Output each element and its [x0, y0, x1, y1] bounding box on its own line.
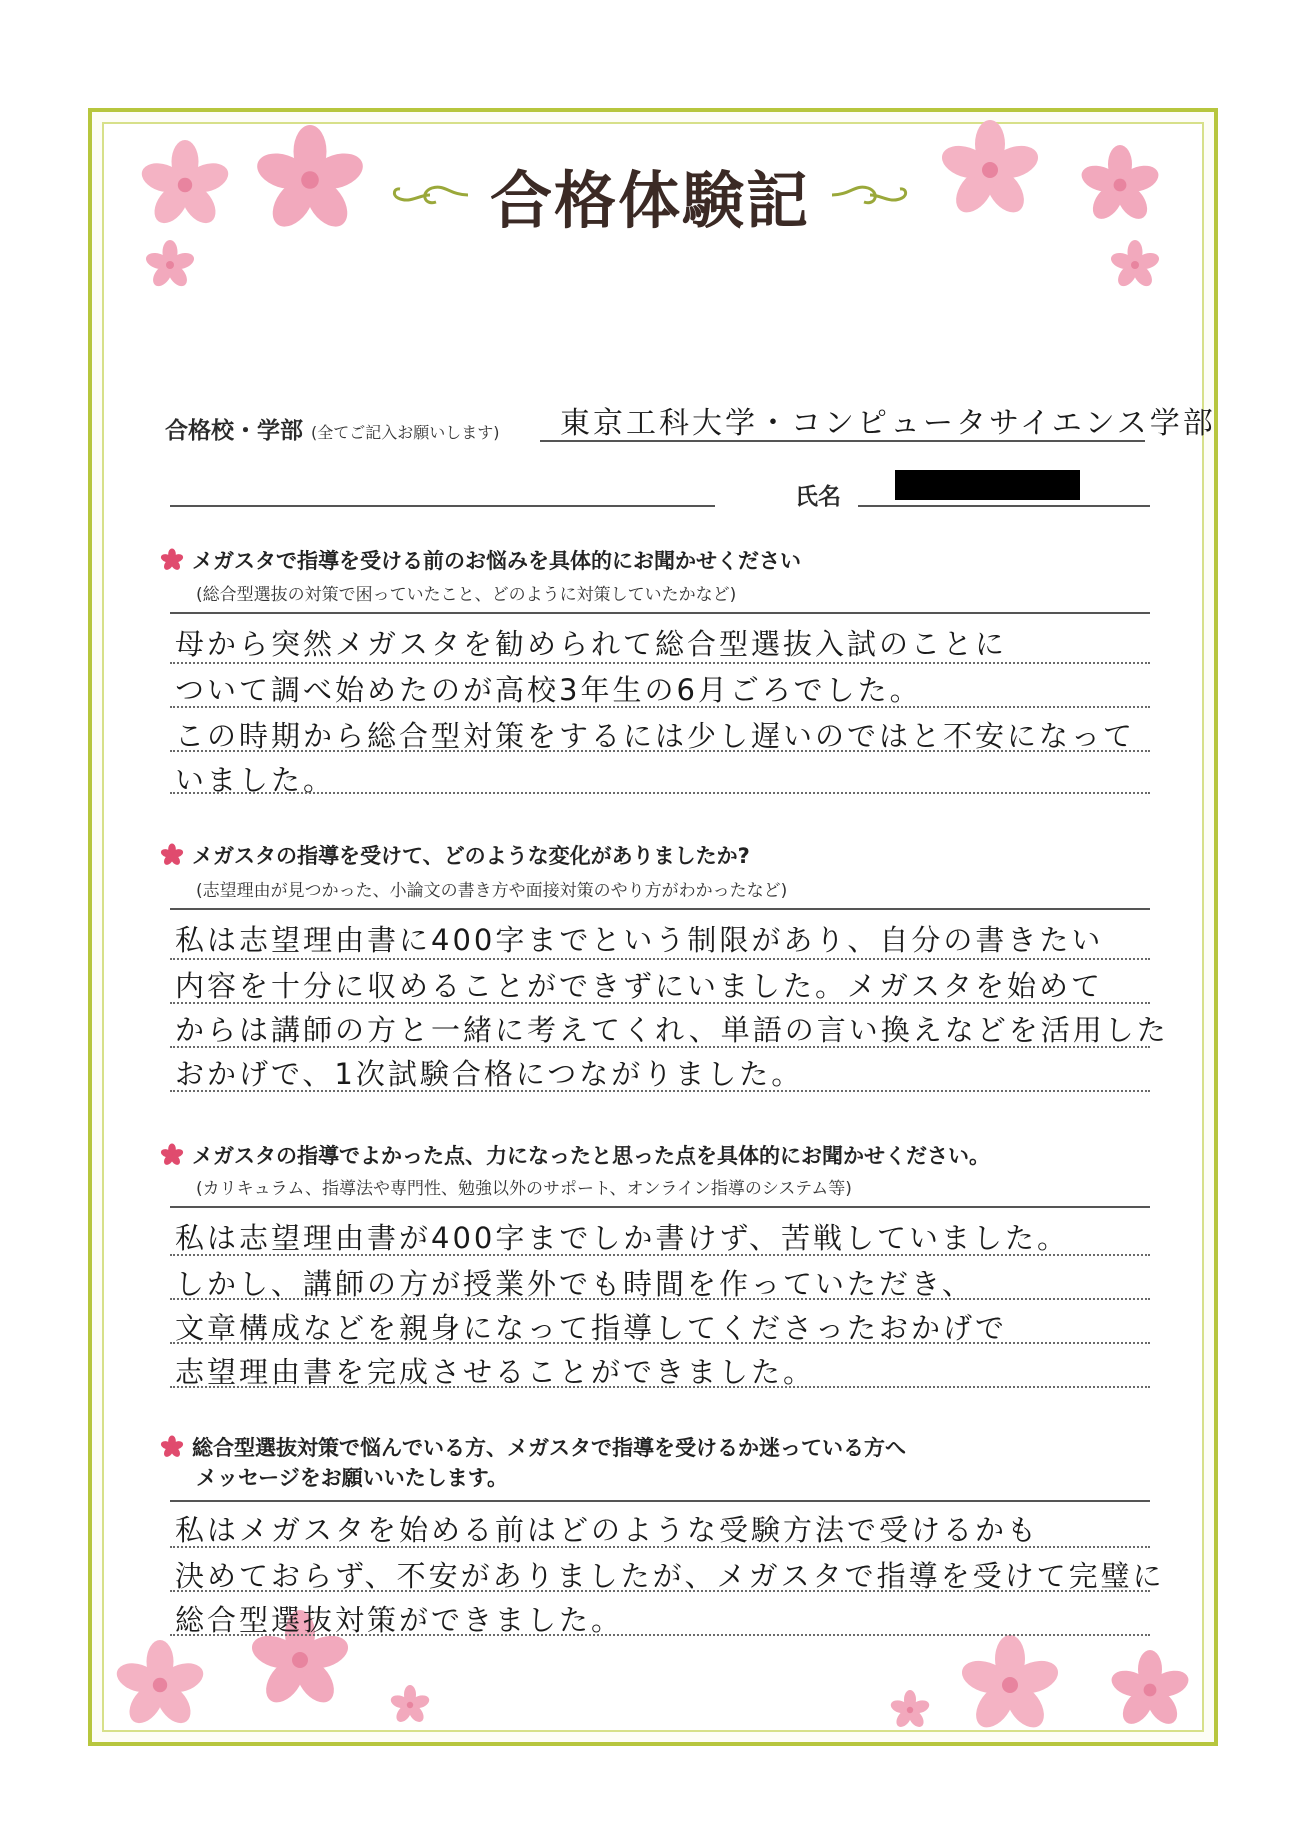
name-label: 氏名: [795, 484, 841, 510]
section-1-question-text: メガスタで指導を受ける前のお悩みを具体的にお聞かせください: [192, 549, 801, 573]
cherry-blossom-icon: [940, 120, 1040, 220]
school-underline: [540, 440, 1145, 442]
cherry-blossom-icon: [115, 1640, 205, 1730]
swirl-ornament-right-icon: [830, 180, 910, 210]
section-3-answer-line: しかし、講師の方が授業外でも時間を作っていただき、: [175, 1267, 974, 1301]
section-2-answer-line: 私は志望理由書に400字までという制限があり、自分の書きたい: [175, 923, 1104, 957]
section-1-answer-line: ついて調べ始めたのが高校3年生の6月ごろでした。: [175, 673, 922, 707]
section-3-question-text: メガスタの指導でよかった点、力になったと思った点を具体的にお聞かせください。: [192, 1144, 990, 1168]
section-1-answer-line: いました。: [175, 763, 336, 797]
section-1-hint: (総合型選抜の対策で困っていたこと、どのように対策していたかなど): [196, 585, 737, 605]
section-4-rule: [170, 1590, 1150, 1592]
section-4-rule: [170, 1546, 1150, 1548]
cherry-blossom-icon: [390, 1685, 430, 1725]
cherry-blossom-icon: [960, 1635, 1060, 1735]
section-1-rule: [170, 706, 1150, 708]
cherry-blossom-icon: [140, 140, 230, 230]
section-3-hint: (カリキュラム、指導法や専門性、勉強以外のサポート、オンライン指導のシステム等): [196, 1179, 852, 1199]
section-3-rule: [170, 1386, 1150, 1388]
cherry-blossom-icon: [1080, 145, 1160, 225]
school-label: 合格校・学部: [165, 418, 303, 444]
section-3-answer-line: 志望理由書を完成させることができました。: [175, 1355, 816, 1389]
section-4-rule: [170, 1634, 1150, 1636]
section-4-answer-line: 私はメガスタを始める前はどのような受験方法で受けるかも: [175, 1513, 1040, 1547]
blank-underline: [170, 505, 715, 507]
section-2-answer-line: おかげで、1次試験合格につながりました。: [175, 1057, 804, 1091]
name-underline: [858, 505, 1150, 507]
section-3-rule: [170, 1254, 1150, 1256]
section-1-rule: [170, 662, 1150, 664]
section-2-rule: [170, 1002, 1150, 1004]
section-3-question: [160, 1140, 990, 1170]
section-2-rule: [170, 958, 1150, 960]
cherry-blossom-icon: [1110, 240, 1160, 290]
school-label-row: [165, 412, 500, 445]
section-2-topline: [170, 908, 1150, 910]
section-4-topline: [170, 1500, 1150, 1502]
section-3-rule: [170, 1298, 1150, 1300]
page-title: 合格体験記: [489, 163, 810, 237]
section-2-question-text: メガスタの指導を受けて、どのような変化がありましたか?: [192, 844, 750, 868]
section-1-topline: [170, 612, 1150, 614]
section-3-answer-line: 文章構成などを親身になって指導してくださったおかげで: [175, 1311, 1008, 1345]
swirl-ornament-left-icon: [390, 180, 470, 210]
section-2-rule: [170, 1090, 1150, 1092]
section-2-hint: (志望理由が見つかった、小論文の書き方や面接対策のやり方がわかったなど): [196, 881, 788, 901]
section-4-answer-line: 総合型選抜対策ができました。: [175, 1603, 624, 1637]
section-1-rule: [170, 792, 1150, 794]
section-3-rule: [170, 1342, 1150, 1344]
section-4-question: [160, 1432, 906, 1462]
section-2-question: [160, 840, 750, 870]
sakura-bullet-icon: [160, 1435, 184, 1459]
section-4-answer-line: 決めておらず、不安がありましたが、メガスタで指導を受けて完璧に: [175, 1559, 1165, 1593]
section-2-rule: [170, 1046, 1150, 1048]
school-note: (全てご記入お願いします): [311, 423, 500, 442]
section-1-question: [160, 545, 801, 575]
sakura-bullet-icon: [160, 843, 184, 867]
title-block: [380, 150, 920, 240]
cherry-blossom-icon: [255, 125, 365, 235]
sakura-bullet-icon: [160, 548, 184, 572]
section-3-topline: [170, 1206, 1150, 1208]
section-2-answer-line: 内容を十分に収めることができずにいました。メガスタを始めて: [175, 969, 1104, 1003]
section-2-answer-line: からは講師の方と一緒に考えてくれ、単語の言い換えなどを活用した: [175, 1013, 1169, 1047]
cherry-blossom-icon: [145, 240, 195, 290]
name-redaction: [895, 470, 1080, 500]
section-1-answer-line: この時期から総合型対策をするには少し遅いのではと不安になって: [175, 719, 1136, 753]
section-1-answer-line: 母から突然メガスタを勧められて総合型選抜入試のことに: [175, 627, 1008, 661]
cherry-blossom-icon: [890, 1690, 930, 1730]
section-1-rule: [170, 750, 1150, 752]
section-4-question-text: 総合型選抜対策で悩んでいる方、メガスタで指導を受けるか迷っている方へ: [192, 1436, 906, 1460]
cherry-blossom-icon: [1110, 1650, 1190, 1730]
section-4-question-line2: メッセージをお願いいたします。: [196, 1466, 509, 1490]
sakura-bullet-icon: [160, 1143, 184, 1167]
section-3-answer-line: 私は志望理由書が400字までしか書けず、苦戦していました。: [175, 1221, 1070, 1255]
school-value: 東京工科大学・コンピュータサイエンス学部: [560, 406, 1216, 441]
